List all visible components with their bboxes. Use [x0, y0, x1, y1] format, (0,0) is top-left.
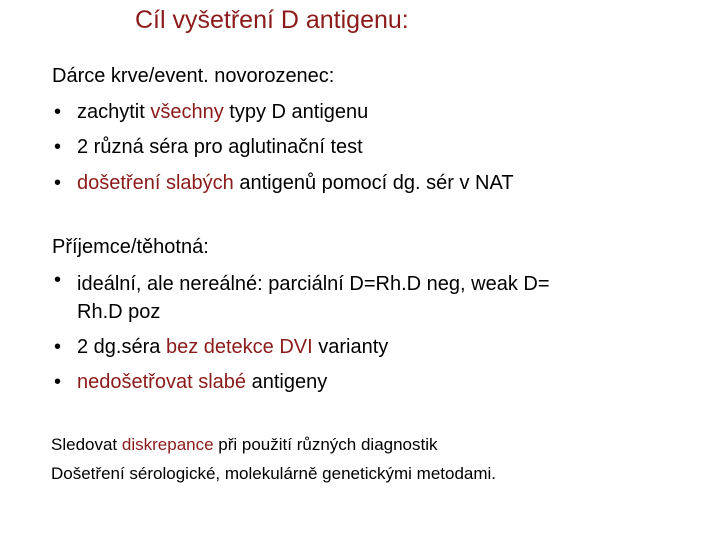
list-item: [52, 266, 550, 330]
bullet: •: [54, 268, 62, 291]
text: 2 dg.séra: [77, 335, 166, 358]
bullet: •: [54, 171, 62, 194]
text: při použití různých diagnostik: [213, 435, 438, 454]
list-item: [52, 330, 550, 366]
footer-notes: [51, 430, 496, 488]
text: antigenů pomocí dg. sér v NAT: [233, 171, 514, 194]
donor-heading: Dárce krve/event. novorozenec:: [52, 65, 335, 87]
footer-line: Došetření sérologické, molekulárně genetickými metodami.: [51, 464, 497, 483]
bullet: •: [54, 335, 62, 358]
bullet: •: [54, 371, 62, 393]
donor-section: [52, 59, 514, 201]
text: Sledovat: [51, 435, 122, 454]
text: typy D antigenu: [223, 100, 369, 123]
list-item: [52, 166, 514, 202]
list-item: [52, 130, 514, 166]
highlight-text: všechny: [150, 100, 224, 123]
footer-line: [51, 430, 496, 459]
highlight-text: bez detekce DVI: [165, 335, 313, 358]
bullet: •: [54, 136, 62, 158]
text: zachytit: [77, 100, 151, 123]
page-title: Cíl vyšetření D antigenu:: [135, 6, 409, 34]
text: varianty: [312, 335, 389, 358]
recipient-heading: Příjemce/těhotná:: [52, 236, 209, 258]
text: 2 různá séra pro aglutinační test: [77, 136, 363, 158]
highlight-text: došetření slabých: [77, 171, 234, 194]
recipient-section: [52, 230, 550, 401]
highlight-text: diskrepance: [121, 435, 214, 454]
text: antigeny: [246, 371, 328, 393]
list-item: [52, 95, 514, 131]
bullet: •: [54, 100, 62, 123]
highlight-text: nedošetřovat slabé: [77, 371, 247, 393]
text: ideální, ale nereálné: parciální D=Rh.D neg, weak D=: [77, 272, 550, 295]
list-item: [52, 365, 550, 401]
text: Rh.D poz: [77, 300, 161, 323]
